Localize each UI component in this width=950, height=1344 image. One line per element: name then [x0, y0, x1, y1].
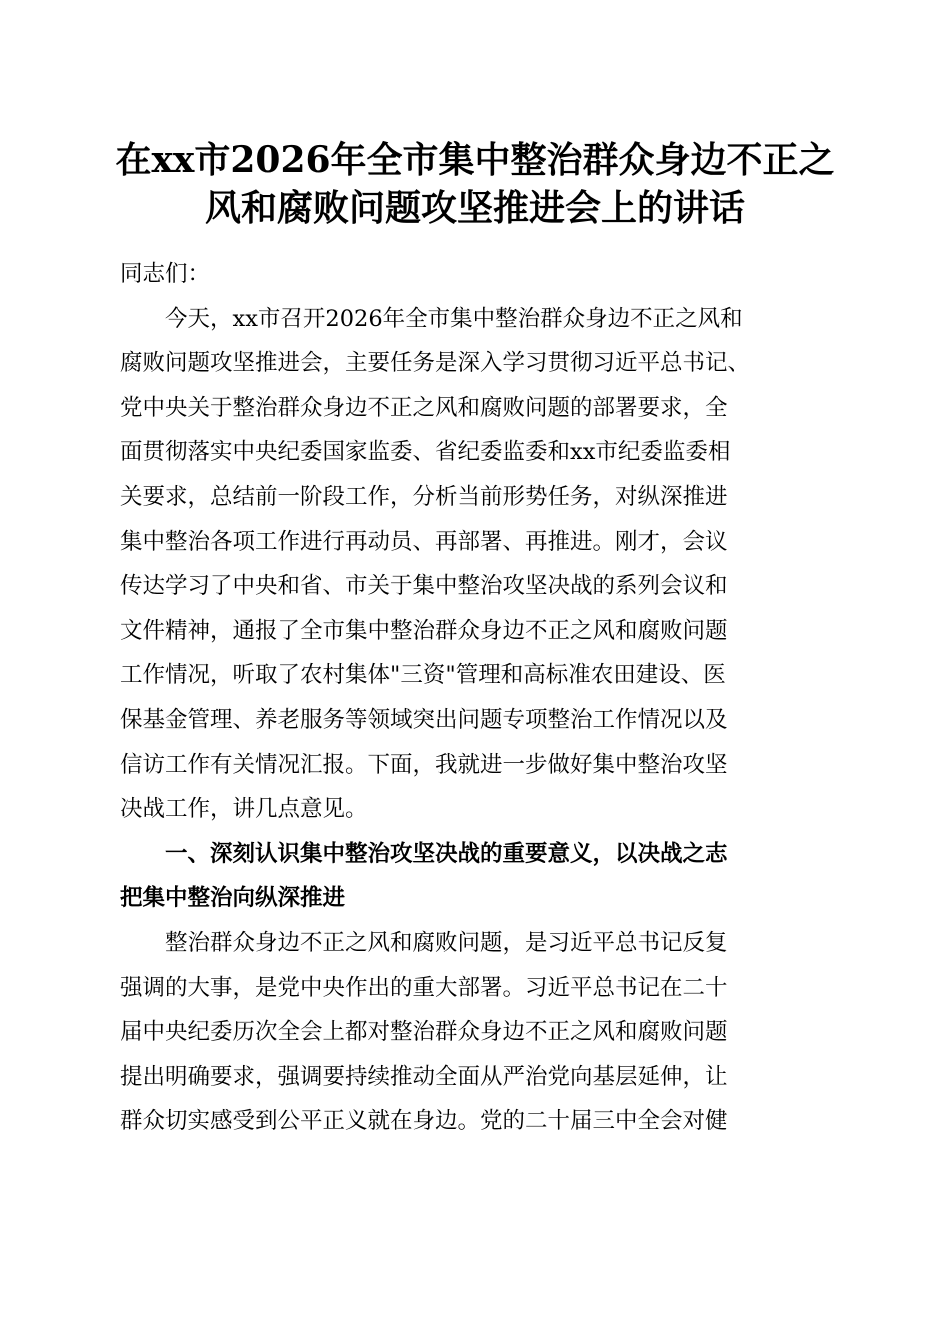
paragraph-line: 今天，xx市召开2026年全市集中整治群众身边不正之风和	[120, 305, 743, 332]
paragraph-line: 群众切实感受到公平正义就在身边。党的二十届三中全会对健	[120, 1108, 728, 1135]
document-body	[120, 252, 830, 1144]
section-heading-1	[120, 832, 830, 921]
paragraph-line: 届中央纪委历次全会上都对整治群众身边不正之风和腐败问题	[120, 1019, 728, 1046]
paragraph-line: 腐败问题攻坚推进会，主要任务是深入学习贯彻习近平总书记、	[120, 350, 751, 377]
title-line-1: 在xx市2026年全市集中整治群众身边不正之	[115, 139, 835, 181]
salutation: 同志们：	[120, 261, 211, 287]
paragraph-line: 保基金管理、养老服务等领域突出问题专项整治工作情况以及	[120, 706, 728, 733]
heading-line: 把集中整治向纵深推进	[120, 885, 346, 912]
paragraph-line: 决战工作，讲几点意见。	[120, 796, 368, 823]
paragraph-line: 信访工作有关情况汇报。下面，我就进一步做好集中整治攻坚	[120, 751, 728, 778]
paragraph-line: 工作情况，听取了农村集体"三资"管理和高标准农田建设、医	[120, 662, 726, 689]
heading-line: 一、深刻认识集中整治攻坚决战的重要意义，以决战之志	[120, 840, 728, 867]
paragraph-line: 党中央关于整治群众身边不正之风和腐败问题的部署要求，全	[120, 394, 728, 421]
paragraph-2	[120, 921, 830, 1144]
paragraph-line: 面贯彻落实中央纪委国家监委、省纪委监委和xx市纪委监委相	[120, 439, 731, 466]
paragraph-line: 整治群众身边不正之风和腐败问题，是习近平总书记反复	[120, 929, 728, 956]
paragraph-line: 文件精神，通报了全市集中整治群众身边不正之风和腐败问题	[120, 617, 728, 644]
paragraph-line: 传达学习了中央和省、市关于集中整治攻坚决战的系列会议和	[120, 573, 728, 600]
document-title	[100, 136, 850, 232]
paragraph-line: 集中整治各项工作进行再动员、再部署、再推进。刚才，会议	[120, 528, 728, 555]
paragraph-line: 强调的大事，是党中央作出的重大部署。习近平总书记在二十	[120, 974, 728, 1001]
paragraph-1	[120, 297, 830, 832]
title-line-2: 风和腐败问题攻坚推进会上的讲话	[204, 187, 745, 229]
paragraph-line: 提出明确要求，强调要持续推动全面从严治党向基层延伸，让	[120, 1063, 728, 1090]
paragraph-line: 关要求，总结前一阶段工作，分析当前形势任务，对纵深推进	[120, 483, 728, 510]
